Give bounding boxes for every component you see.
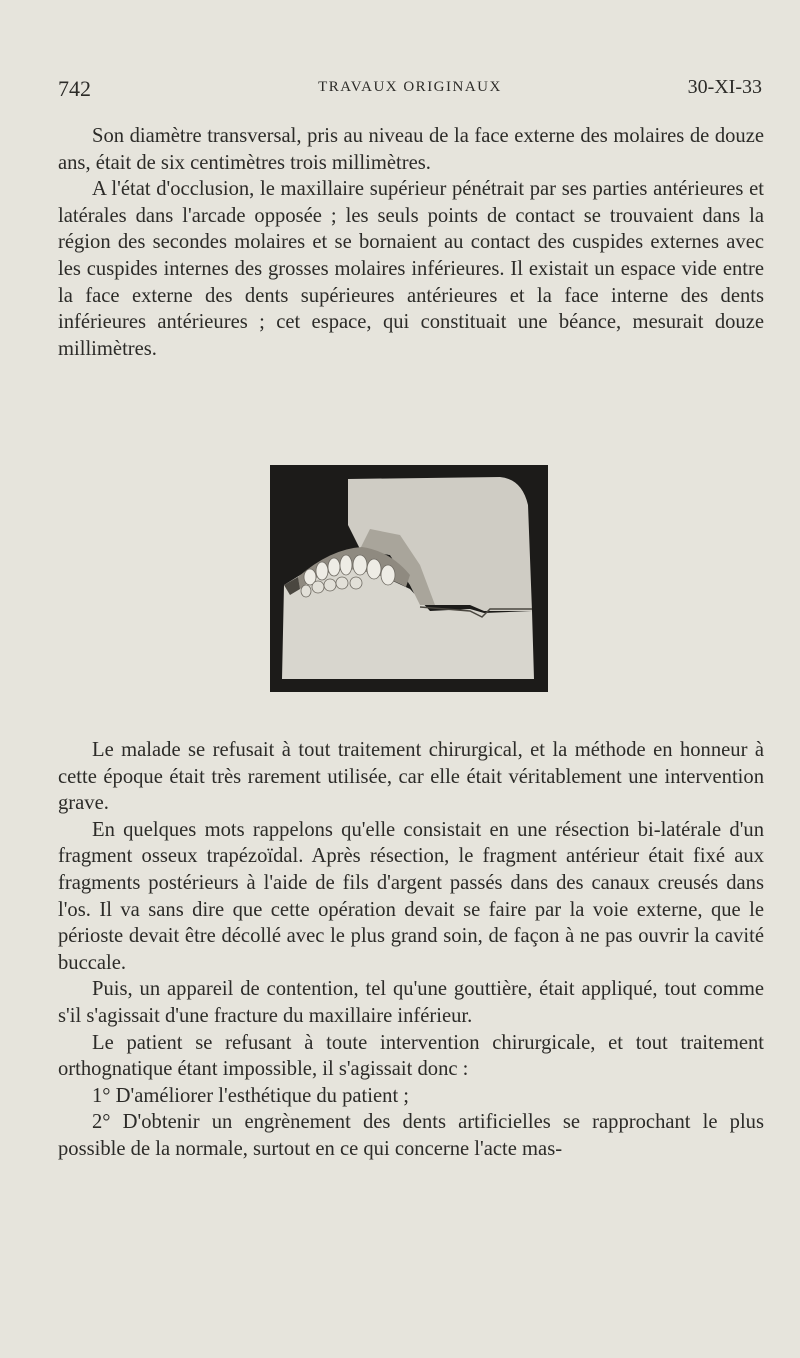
issue-date: 30-XI-33 (687, 76, 762, 98)
running-title: TRAVAUX ORIGINAUX (318, 79, 502, 95)
paragraph: A l'état d'occlusion, le maxillaire supérieur pénétrait par ses parties antérieures et latérales dans l'arcade opposée ; les seuls points de contact se trouvaient dans la région des secondes molaires et se bornaient au contact des cuspides externes avec les cuspides internes des grosses molaires inférieures. Il existait un espace vide entre la face externe des dents supérieures antérieures et la face interne des dents inférieures antérieures ; cet espace, qui constituait une béance, mesurait douze millimètres. (58, 178, 764, 360)
dental-cast-photo (270, 465, 548, 692)
paragraph: Le patient se refusant à toute intervention chirurgicale, et tout traitement orthognatique étant impossible, il s'agissait donc : (58, 1031, 764, 1081)
plaster-cast-image (270, 465, 548, 692)
list-item: 1° D'améliorer l'esthétique du patient ; (92, 1084, 410, 1107)
text-block-bottom (58, 737, 764, 1163)
page-number: 742 (58, 76, 91, 101)
list-item: 2° D'obtenir un engrènement des dents artificielles se rapprochant le plus possible de la normale, surtout en ce qui concerne l'acte mas- (58, 1111, 764, 1160)
paragraph: Puis, un appareil de contention, tel qu'une gouttière, était appliqué, tout comme s'il s'agissait d'une fracture du maxillaire inférieur. (58, 978, 764, 1027)
paragraph: Son diamètre transversal, pris au niveau de la face externe des molaires de douze ans, était de six centimètres trois millimètres. (58, 125, 764, 174)
paragraph: Le malade se refusait à tout traitement chirurgical, et la méthode en honneur à cette époque était très rarement utilisée, car elle était véritablement une intervention grave. (58, 739, 764, 815)
running-header (58, 76, 762, 106)
paragraph: En quelques mots rappelons qu'elle consistait en une résection bi-latérale d'un fragment osseux trapézoïdal. Après résection, le fragment antérieur était fixé aux fragments postérieurs à l'aide de fils d'argent passés dans des canaux creusés dans l'os. Il va sans dire que cette opération devait se faire par la voie externe, que le périoste devait être décollé avec le plus grand soin, de façon à ne pas ouvrir la cavité buccale. (58, 818, 764, 974)
text-block-top (58, 123, 764, 362)
